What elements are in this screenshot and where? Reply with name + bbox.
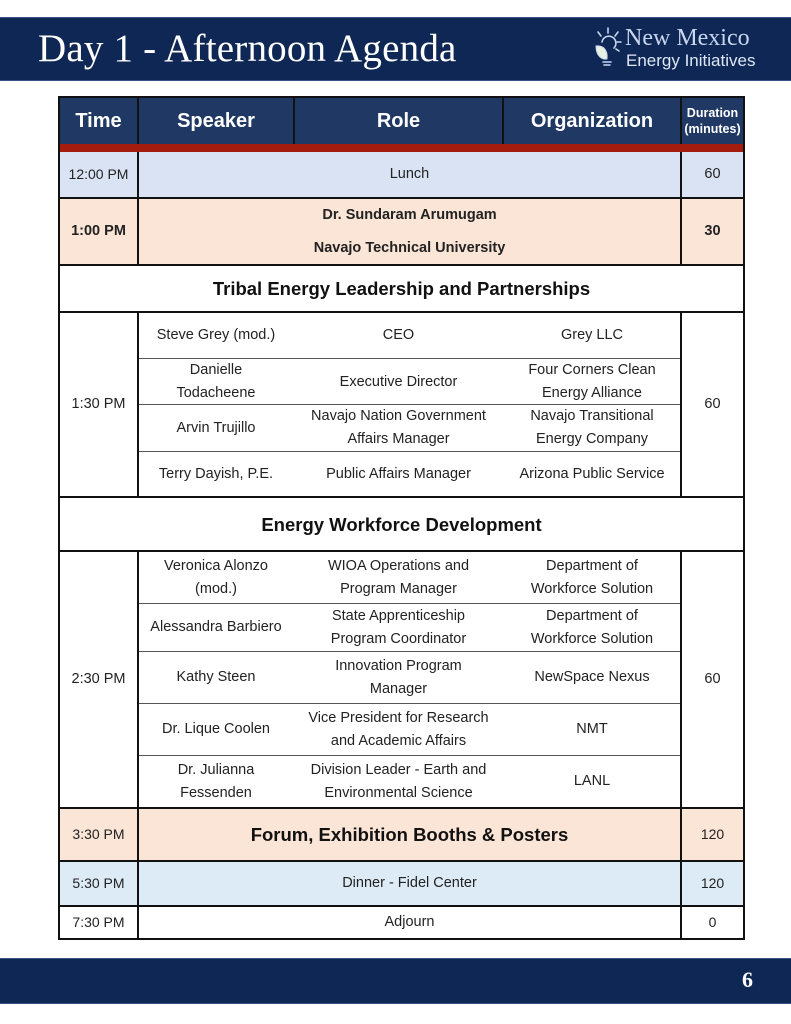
section1-duration: 60 <box>704 396 721 412</box>
grid-line <box>139 358 680 359</box>
speaker: Danielle Todacheene <box>176 362 256 401</box>
column-header-duration <box>682 98 743 144</box>
duration-header-line1: Duration <box>686 106 739 120</box>
role: Division Leader - Earth and Environmental Science <box>310 761 487 801</box>
organization: NewSpace Nexus <box>534 669 650 685</box>
role: State Apprenticeship Program Coordinator <box>330 607 467 647</box>
speaker: Alessandra Barbiero <box>150 619 282 635</box>
page-title: Day 1 - Afternoon Agenda <box>38 27 457 70</box>
grid-line <box>60 860 743 862</box>
column-header-speaker: Speaker <box>139 98 293 144</box>
role: Navajo Nation Government Affairs Manager <box>311 408 486 447</box>
speaker: Kathy Steen <box>176 669 256 685</box>
column-header-organization: Organization <box>504 98 680 144</box>
grid-line <box>139 755 680 756</box>
dinner-duration: 120 <box>682 862 743 905</box>
role: Innovation Program Manager <box>335 657 462 697</box>
forum-label: Forum, Exhibition Booths & Posters <box>139 809 680 860</box>
organization: Navajo Transitional Energy Company <box>530 408 654 447</box>
grid-line <box>137 98 139 144</box>
grid-line <box>293 98 295 144</box>
dinner-label: Dinner - Fidel Center <box>139 862 680 905</box>
adjourn-time: 7:30 PM <box>72 914 125 930</box>
role: Public Affairs Manager <box>326 465 471 482</box>
grid-line <box>60 550 743 552</box>
organization: Arizona Public Service <box>519 465 665 482</box>
keynote-organization: Navajo Technical University <box>313 239 506 256</box>
keynote-speaker: Dr. Sundaram Arumugam <box>322 206 497 223</box>
agenda-table <box>58 96 745 940</box>
grid-line <box>680 98 682 144</box>
grid-line <box>60 496 743 498</box>
grid-line <box>502 98 504 144</box>
lightbulb-leaf-icon <box>592 26 624 70</box>
role: WIOA Operations and Program Manager <box>327 557 470 597</box>
grid-line <box>680 152 682 266</box>
role: Executive Director <box>339 373 458 390</box>
grid-line <box>139 603 680 604</box>
organization: Department of Workforce Solution <box>530 557 654 597</box>
grid-line <box>137 550 139 938</box>
page-number: 6 <box>742 967 753 992</box>
grid-line <box>60 807 743 809</box>
adjourn-duration: 0 <box>708 914 717 930</box>
grid-line <box>680 311 682 498</box>
logo-name: New Mexico <box>625 25 750 51</box>
column-header-time: Time <box>60 98 137 144</box>
speaker: Dr. Lique Coolen <box>161 721 270 737</box>
keynote-details <box>139 199 680 264</box>
grid-line <box>60 311 743 313</box>
grid-line <box>60 264 743 266</box>
speaker: Terry Dayish, P.E. <box>158 465 274 482</box>
speaker: Dr. Julianna Fessenden <box>177 761 255 801</box>
speaker: Veronica Alonzo (mod.) <box>164 557 268 597</box>
grid-line <box>60 905 743 907</box>
lunch-time: 12:00 PM <box>60 152 137 197</box>
lunch-duration: 60 <box>682 152 743 197</box>
role: Vice President for Research and Academic Affairs <box>308 709 489 749</box>
organization: LANL <box>573 773 611 789</box>
grid-line <box>139 404 680 405</box>
speaker: Steve Grey (mod.) <box>156 327 276 343</box>
section-title-workforce: Energy Workforce Development <box>261 513 542 535</box>
forum-duration: 120 <box>682 809 743 860</box>
forum-time: 3:30 PM <box>60 809 137 860</box>
dinner-time: 5:30 PM <box>60 862 137 905</box>
section2-duration: 60 <box>704 671 721 687</box>
grid-line <box>137 152 139 266</box>
role: CEO <box>382 327 415 343</box>
duration-header-line2: (minutes) <box>684 122 741 136</box>
grid-line <box>139 651 680 652</box>
section-title-tribal: Tribal Energy Leadership and Partnerships <box>212 278 591 299</box>
organization: Department of Workforce Solution <box>530 607 654 647</box>
grid-line <box>139 703 680 704</box>
organization: Four Corners Clean Energy Alliance <box>528 362 656 401</box>
keynote-duration: 30 <box>682 199 743 264</box>
column-header-role: Role <box>295 98 502 144</box>
organization: Grey LLC <box>560 327 624 343</box>
adjourn-label: Adjourn <box>384 914 435 930</box>
grid-line <box>60 197 743 199</box>
section1-time: 1:30 PM <box>71 396 126 412</box>
speaker: Arvin Trujillo <box>176 419 256 436</box>
logo-subtitle: Energy Initiatives <box>626 51 756 70</box>
section2-time: 2:30 PM <box>71 671 126 687</box>
keynote-time: 1:00 PM <box>60 199 137 264</box>
header-accent-bar <box>60 144 743 152</box>
logo <box>592 24 772 74</box>
grid-line <box>139 451 680 452</box>
grid-line <box>680 550 682 938</box>
lunch-label: Lunch <box>139 152 680 197</box>
title-banner <box>0 17 791 81</box>
footer-banner <box>0 958 791 1004</box>
organization: NMT <box>576 721 608 737</box>
